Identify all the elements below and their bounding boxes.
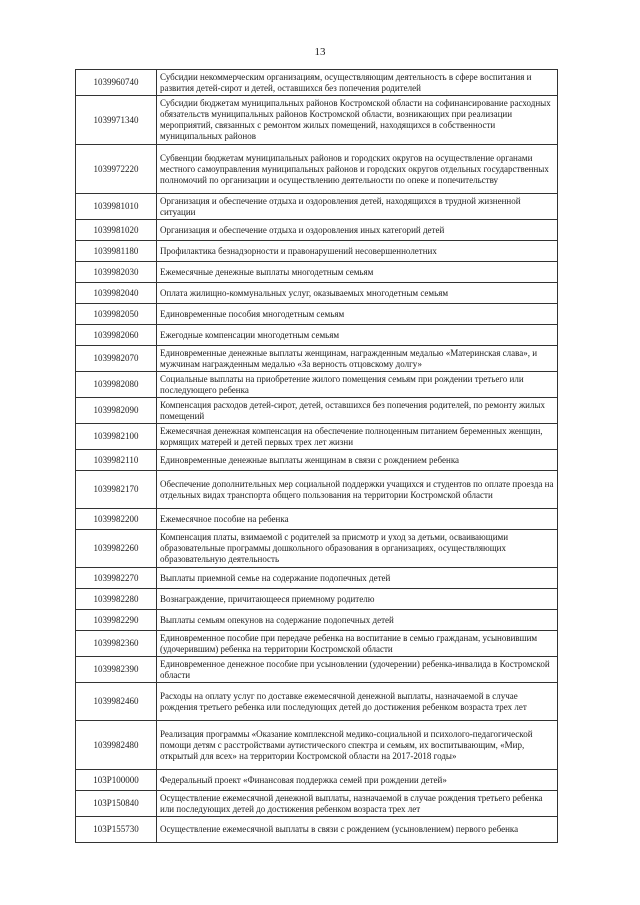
table-row: [76, 568, 558, 589]
table-row: [76, 509, 558, 530]
description-cell: Оплата жилищно-коммунальных услуг, оказываемых многодетным семьям: [157, 283, 558, 304]
description-cell: Ежемесячное пособие на ребенка: [157, 509, 558, 530]
code-cell: 1039982090: [76, 398, 157, 424]
code-cell: 1039982360: [76, 631, 157, 657]
code-cell: 1039972220: [76, 145, 157, 194]
table-row: [76, 817, 558, 843]
description-cell: Единовременное денежное пособие при усыновлении (удочерении) ребенка-инвалида в Костромской области: [157, 657, 558, 683]
code-cell: 1039981020: [76, 220, 157, 241]
description-cell: Субсидии некоммерческим организациям, осуществляющим деятельность в сфере воспитания и развития детей-сирот и детей, оставшихся без попечения родителей: [157, 70, 558, 96]
description-cell: Ежемесячные денежные выплаты многодетным семьям: [157, 262, 558, 283]
code-cell: 1039982460: [76, 683, 157, 721]
code-cell: 1039982060: [76, 325, 157, 346]
table-row: [76, 262, 558, 283]
table-row: [76, 304, 558, 325]
code-cell: 1039982070: [76, 346, 157, 372]
table-row: [76, 398, 558, 424]
table-row: [76, 450, 558, 471]
code-cell: 103P150840: [76, 791, 157, 817]
code-cell: 1039981180: [76, 241, 157, 262]
description-cell: Единовременные денежные выплаты женщинам, награжденным медалью «Материнская слава», и мужчинам награжденным медалью «За верность отцовскому долгу»: [157, 346, 558, 372]
table-row: [76, 530, 558, 568]
table-row: [76, 96, 558, 145]
table-row: [76, 70, 558, 96]
code-cell: 1039982260: [76, 530, 157, 568]
code-cell: 1039982200: [76, 509, 157, 530]
description-cell: Субвенции бюджетам муниципальных районов и городских округов на осуществление органами местного самоуправления муниципальных районов и городских округов отдельных государственных полномочий по организации и осуществлению деятельности по опеке и попечительству: [157, 145, 558, 194]
code-cell: 1039982480: [76, 721, 157, 770]
table-row: [76, 770, 558, 791]
code-cell: 1039982110: [76, 450, 157, 471]
description-cell: Единовременные денежные выплаты женщинам в связи с рождением ребенка: [157, 450, 558, 471]
table-row: [76, 241, 558, 262]
code-cell: 1039982040: [76, 283, 157, 304]
code-cell: 1039981010: [76, 194, 157, 220]
code-cell: 1039982100: [76, 424, 157, 450]
table-row: [76, 424, 558, 450]
table-row: [76, 791, 558, 817]
description-cell: Организация и обеспечение отдыха и оздоровления иных категорий детей: [157, 220, 558, 241]
description-cell: Субсидии бюджетам муниципальных районов Костромской области на софинансирование расходных обязательств муниципальных районов Костромской области, возникающих при реализации мероприятий, связанных с ремонтом жилых помещений, находящихся в собственности муниципальных районов: [157, 96, 558, 145]
description-cell: Реализация программы «Оказание комплексной медико-социальной и психолого-педагогической помощи детям с расстройствами аутистического спектра и семьям, их воспитывающим, «Мир, открытый для всех» на территории Костромской области на 2017-2018 годы»: [157, 721, 558, 770]
code-cell: 1039971340: [76, 96, 157, 145]
table-row: [76, 283, 558, 304]
code-cell: 103P155730: [76, 817, 157, 843]
description-cell: Ежегодные компенсации многодетным семьям: [157, 325, 558, 346]
description-cell: Профилактика безнадзорности и правонарушений несовершеннолетних: [157, 241, 558, 262]
code-cell: 1039982050: [76, 304, 157, 325]
description-cell: Осуществление ежемесячной выплаты в связи с рождением (усыновлением) первого ребенка: [157, 817, 558, 843]
table-row: [76, 220, 558, 241]
table-row: [76, 325, 558, 346]
description-cell: Осуществление ежемесячной денежной выплаты, назначаемой в случае рождения третьего ребенка или последующих детей до достижения ребенком возраста трех лет: [157, 791, 558, 817]
table-row: [76, 657, 558, 683]
code-cell: 1039982270: [76, 568, 157, 589]
table-row: [76, 145, 558, 194]
description-cell: Социальные выплаты на приобретение жилого помещения семьям при рождении третьего или последующего ребенка: [157, 372, 558, 398]
table-row: [76, 683, 558, 721]
description-cell: Единовременные пособия многодетным семьям: [157, 304, 558, 325]
table-row: [76, 471, 558, 509]
description-cell: Компенсация расходов детей-сирот, детей, оставшихся без попечения родителей, по ремонту жилых помещений: [157, 398, 558, 424]
description-cell: Выплаты приемной семье на содержание подопечных детей: [157, 568, 558, 589]
table-row: [76, 631, 558, 657]
description-cell: Единовременное пособие при передаче ребенка на воспитание в семью гражданам, усыновившим (удочерившим) ребенка на территории Костромской области: [157, 631, 558, 657]
budget-codes-table: [75, 69, 558, 843]
code-cell: 1039982280: [76, 589, 157, 610]
table-row: [76, 721, 558, 770]
code-cell: 1039982290: [76, 610, 157, 631]
table-row: [76, 194, 558, 220]
code-cell: 1039960740: [76, 70, 157, 96]
description-cell: Расходы на оплату услуг по доставке ежемесячной денежной выплаты, назначаемой в случае рождения третьего ребенка или последующих детей до достижения ребенком возраста трех лет: [157, 683, 558, 721]
table-row: [76, 610, 558, 631]
description-cell: Компенсация платы, взимаемой с родителей за присмотр и уход за детьми, осваивающими образовательные программы дошкольного образования в организациях, осуществляющих образовательную деятельность: [157, 530, 558, 568]
code-cell: 1039982390: [76, 657, 157, 683]
code-cell: 1039982080: [76, 372, 157, 398]
code-cell: 103P100000: [76, 770, 157, 791]
page-number: 13: [314, 46, 326, 58]
code-cell: 1039982170: [76, 471, 157, 509]
description-cell: Федеральный проект «Финансовая поддержка семей при рождении детей»: [157, 770, 558, 791]
description-cell: Обеспечение дополнительных мер социальной поддержки учащихся и студентов по оплате проезда на отдельных видах транспорта общего пользования на территории Костромской области: [157, 471, 558, 509]
description-cell: Выплаты семьям опекунов на содержание подопечных детей: [157, 610, 558, 631]
description-cell: Организация и обеспечение отдыха и оздоровления детей, находящихся в трудной жизненной ситуации: [157, 194, 558, 220]
table-row: [76, 346, 558, 372]
description-cell: Ежемесячная денежная компенсация на обеспечение полноценным питанием беременных женщин, кормящих матерей и детей первых трех лет жизни: [157, 424, 558, 450]
table-row: [76, 589, 558, 610]
code-cell: 1039982030: [76, 262, 157, 283]
description-cell: Вознаграждение, причитающееся приемному родителю: [157, 589, 558, 610]
table-row: [76, 372, 558, 398]
